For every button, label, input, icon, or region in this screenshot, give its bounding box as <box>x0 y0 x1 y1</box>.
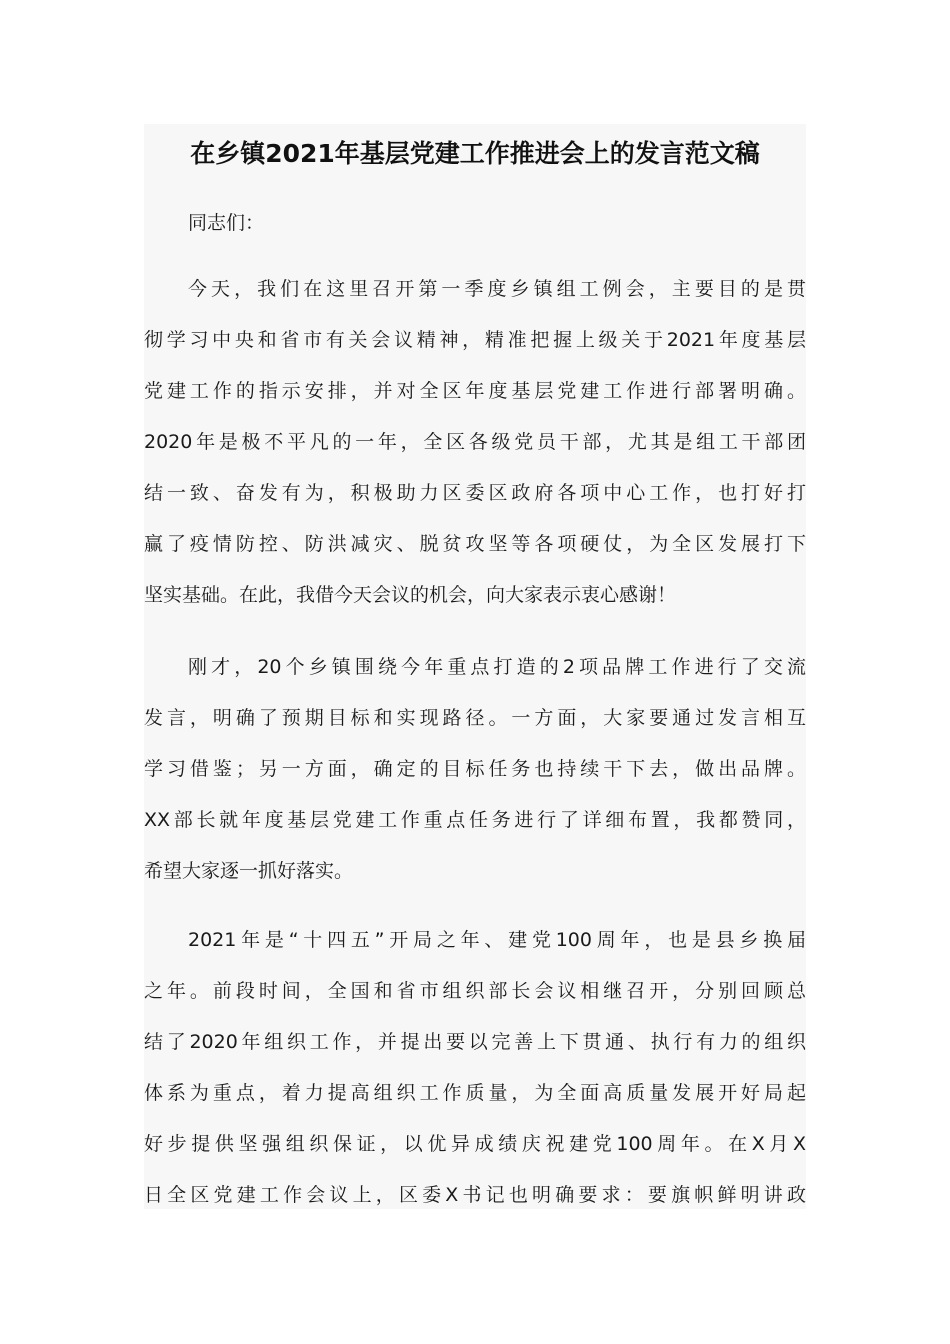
paragraph-1-line: 2020年是极不平凡的一年，全区各级党员干部，尤其是组工干部团 <box>144 431 806 453</box>
paragraph-2-line: 发言，明确了预期目标和实现路径。一方面，大家要通过发言相互 <box>144 707 806 729</box>
paragraph-1-line: 党建工作的指示安排，并对全区年度基层党建工作进行部署明确。 <box>144 380 806 402</box>
paragraph-1-line: 彻学习中央和省市有关会议精神，精准把握上级关于2021年度基层 <box>144 329 806 351</box>
paragraph-2-line: 希望大家逐一抓好落实。 <box>144 860 354 882</box>
paragraph-2-line: 刚才，20个乡镇围绕今年重点打造的2项品牌工作进行了交流 <box>188 656 806 678</box>
document-body <box>144 124 806 1209</box>
document-title: 在乡镇2021年基层党建工作推进会上的发言范文稿 <box>190 139 760 168</box>
paragraph-2-line: 学习借鉴；另一方面，确定的目标任务也持续干下去，做出品牌。 <box>144 758 806 780</box>
paragraph-3-line: 结了2020年组织工作，并提出要以完善上下贯通、执行有力的组织 <box>144 1031 806 1053</box>
paragraph-2-line: XX部长就年度基层党建工作重点任务进行了详细布置，我都赞同， <box>144 809 806 831</box>
paragraph-3-line: 日全区党建工作会议上，区委X书记也明确要求：要旗帜鲜明讲政 <box>144 1184 806 1206</box>
salutation: 同志们： <box>188 212 265 234</box>
paragraph-1-line: 坚实基础。在此，我借今天会议的机会，向大家表示衷心感谢！ <box>144 584 677 606</box>
paragraph-3-line: 之年。前段时间，全国和省市组织部长会议相继召开，分别回顾总 <box>144 980 806 1002</box>
paragraph-1-line: 赢了疫情防控、防洪减灾、脱贫攻坚等各项硬仗，为全区发展打下 <box>144 533 806 555</box>
paragraph-3-line: 2021年是“十四五”开局之年、建党100周年，也是县乡换届 <box>188 929 806 951</box>
paragraph-3-line: 好步提供坚强组织保证，以优异成绩庆祝建党100周年。在X月X <box>144 1133 806 1155</box>
paragraph-3-line: 体系为重点，着力提高组织工作质量，为全面高质量发展开好局起 <box>144 1082 806 1104</box>
paragraph-1-line: 今天，我们在这里召开第一季度乡镇组工例会，主要目的是贯 <box>188 278 806 300</box>
paragraph-1-line: 结一致、奋发有为，积极助力区委区政府各项中心工作，也打好打 <box>144 482 806 504</box>
